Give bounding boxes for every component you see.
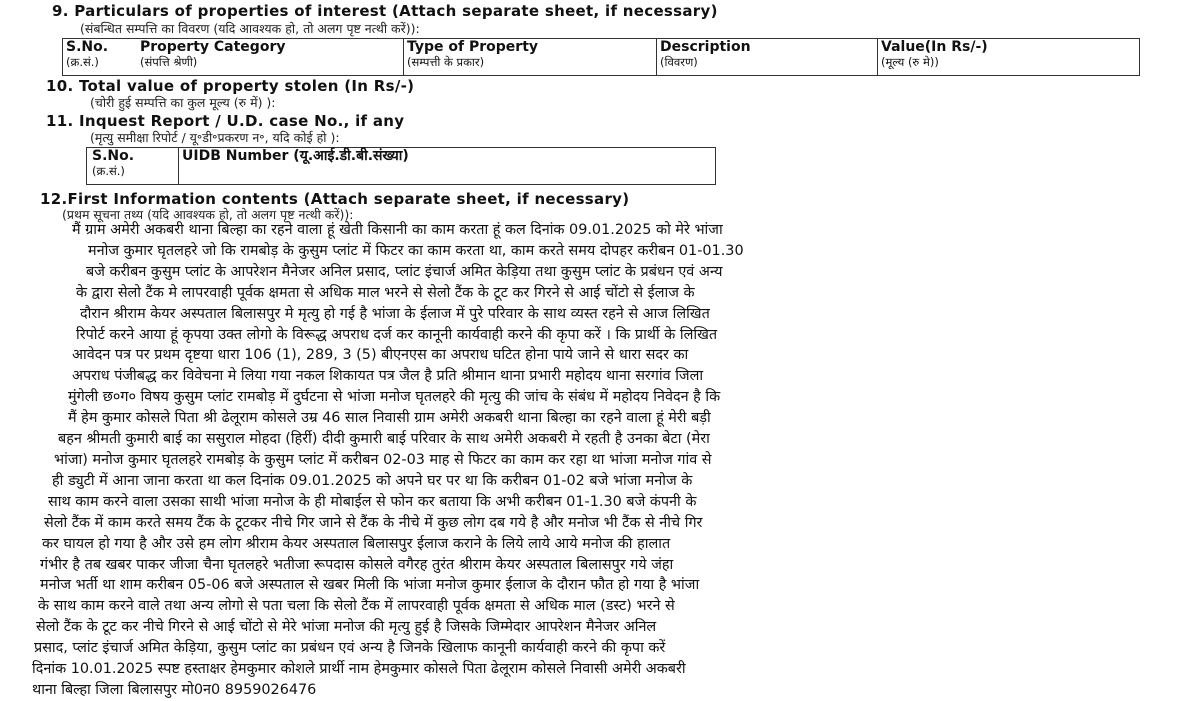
col-type-of-property xyxy=(407,40,538,70)
section-9-title: 9. Particulars of properties of interest (Attach separate sheet, if necessary) xyxy=(52,2,718,20)
uidb-col-sno xyxy=(92,149,134,179)
col-description-en: Description xyxy=(660,39,751,55)
fir-line: ही ड्युटी में आना जाना करता था कल दिनांक 09.01.2025 को अपने घर पर था कि करीबन 01-02 बजे भांजा मनोज के xyxy=(52,472,693,489)
section-11-title: 11. Inquest Report / U.D. case No., if any xyxy=(46,112,405,130)
col-sno-en: S.No. xyxy=(66,39,109,55)
fir-line: मुंगेली छ०ग० विषय कुसुम प्लांट रामबोड़ में दुर्घटना से भांजा मनोज घृतलहरे की मृत्यु की जांच के संबंध में महोदय निवेदन है कि xyxy=(68,389,721,406)
fir-line: मैं हेम कुमार कोसले पिता श्री ढेलूराम कोसले उम्र 46 साल निवासी ग्राम अमेरी अकबरी थाना बिल्हा का रहने वाला हूं मेरी बड़ी xyxy=(68,410,711,427)
fir-line: मनोज भर्ती था शाम करीबन 05-06 बजे अस्पताल से खबर मिली कि भांजा मनोज कुमार ईलाज के दौरान फौत हो गया है भांजा xyxy=(40,577,700,594)
col-type-of-property-en: Type of Property xyxy=(407,39,539,55)
section-9-subtitle: (संबन्धित सम्पत्ति का विवरण (यदि आवश्यक हो, तो अलग पृष्ट नत्थी करें)): xyxy=(80,21,420,36)
section-10-title: 10. Total value of property stolen (In Rs/-) xyxy=(46,77,415,95)
fir-line: बहन श्रीमती कुमारी बाई का ससुराल मोहदा (हिर्री) दीदी कुमारी बाई परिवार के साथ अमेरी अकबरी मे रहती है उनका बेटा (मेरा xyxy=(58,431,710,448)
col-sno xyxy=(66,40,108,70)
fir-line: बजे करीबन कुसुम प्लांट के आपरेशन मैनेजर अनिल प्रसाद, प्लांट इंचार्ज अमित केड़िया तथा कुसुम प्लांट के प्रबंधन एवं अन्य xyxy=(86,263,723,280)
col-property-category-en: Property Category xyxy=(140,39,286,55)
fir-line: साथ काम करने वाला उसका साथी भांजा मनोज के ही मोबाईल से फोन कर बताया कि अभी करीबन 01-1.30 बजे कंपनी के xyxy=(48,493,697,510)
fir-line: मैं ग्राम अमेरी अकबरी थाना बिल्हा का रहने वाला हूं खेती किसानी का काम करता हूं कल दिनांक 09.01.2025 को मेरे भांजा xyxy=(72,222,723,238)
fir-line: अपराध पंजीबद्ध कर विवेचना मे लिया गया नकल शिकायत पत्र जैल है प्रति श्रीमान थाना प्रभारी महोदय थाना सरगांव जिला xyxy=(72,368,704,385)
col-description xyxy=(660,40,751,70)
table-divider xyxy=(178,147,179,185)
col-property-category-hi: (संपत्ति श्रेणी) xyxy=(140,55,198,69)
fir-line: भांजा) मनोज कुमार घृतलहरे रामबोड़ के कुसुम प्लांट में करीबन 02-03 माह से फिटर का काम कर रहा था भांजा मनोज गांव से xyxy=(54,451,712,468)
fir-line: थाना बिल्हा जिला बिलासपुर मो0न0 8959026476 xyxy=(32,681,317,698)
col-type-of-property-hi: (सम्पत्ती के प्रकार) xyxy=(407,55,485,69)
section-11-subtitle: (मृत्यु समीक्षा रिपोर्ट / यू॰डी॰प्रकरण न॰, यदि कोई हो ): xyxy=(90,130,340,145)
col-description-hi: (विवरण) xyxy=(660,55,698,69)
fir-line: प्रसाद, प्लांट इंचार्ज अमित केड़िया, कुसुम प्लांट का प्रबंधन एवं अन्य है जिनके खिलाफ कानूनी कार्यवाही करने की कृपा करें xyxy=(34,640,666,657)
section-12-subtitle: (प्रथम सूचना तथ्य (यदि आवश्यक हो, तो अलग पृष्ट नत्थी करें)): xyxy=(62,207,354,222)
uidb-number-text: UIDB Number (यू.आई.डी.बी.संख्या) xyxy=(182,148,409,164)
col-value-hi: (मूल्य (रु मे)) xyxy=(881,55,939,69)
fir-line: आवेदन पत्र पर प्रथम दृष्टया धारा 106 (1), 289, 3 (5) बीएनएस का अपराध घटित होना पाये जाने से धारा सदर का xyxy=(72,347,689,364)
fir-line: दौरान श्रीराम केयर अस्पताल बिलासपुर मे मृत्यु हो गई है भांजा के ईलाज में पुरे परिवार के साथ व्यस्त रहने से आज लिखित xyxy=(80,305,710,322)
fir-line: सेलो टैंक में काम करते समय टैंक के टूटकर नीचे गिर जाने से टैंक के नीचे में कुछ लोग दब गये है और मनोज भी टैंक से नीचे गिर xyxy=(44,514,703,531)
table-divider xyxy=(877,38,878,76)
fir-line: के द्वारा सेलो टैंक मे लापरवाही पूर्वक क्षमता से अधिक माल भरने से सेलो टैंक के टूट कर गिरने से आई चोंटो से ईलाज के xyxy=(76,284,695,301)
fir-line: रिपोर्ट करने आया हूं कृपया उक्त लोगो के विरूद्ध अपराध दर्ज कर कानूनी कार्यवाही करने की कृपा करें । कि प्रार्थी के लिखित xyxy=(76,326,718,343)
table-divider xyxy=(403,38,404,76)
fir-line: दिनांक 10.01.2025 स्पष्ट हस्ताक्षर हेमकुमार कोशले प्रार्थी नाम हेमकुमार कोसले पिता ढेलूराम कोसले निवासी अमेरी अकबरी xyxy=(32,661,686,678)
fir-line: के साथ काम करने वाले तथा अन्य लोगो से पता चला कि सेलो टैंक में लापरवाही पूर्वक क्षमता से अधिक माल (डस्ट) भरने से xyxy=(38,598,675,615)
uidb-number-label xyxy=(182,149,409,164)
col-value xyxy=(881,40,988,70)
col-sno-hi: (क्र.सं.) xyxy=(66,55,99,69)
fir-line: गंभीर है तब खबर पाकर जीजा चैना घृतलहरे भतीजा रूपदास कोसले वगैरह तुरंत श्रीराम केयर अस्पताल बिलासपुर गये जंहा xyxy=(40,556,674,573)
fir-line: सेलो टैंक के टूट कर नीचे गिरने से आई चोंटो से मेरे भांजा मनोज की मृत्यु हुई है जिसके जिम्मेदार आपरेशन मैनेजर अनिल xyxy=(36,619,657,636)
uidb-col-sno-en: S.No. xyxy=(92,148,135,164)
table-divider xyxy=(656,38,657,76)
section-10-subtitle: (चोरी हुई सम्पत्ति का कुल मूल्य (रु में) ): xyxy=(90,95,276,110)
col-value-en: Value(In Rs/-) xyxy=(881,39,988,55)
fir-line: मनोज कुमार घृतलहरे जो कि रामबोड़ के कुसुम प्लांट में फिटर का काम करता था, काम करते समय दोपहर करीबन 01-01.30 xyxy=(88,242,744,259)
fir-contents xyxy=(30,220,1120,701)
section-12-title: 12.First Information contents (Attach separate sheet, if necessary) xyxy=(40,190,630,208)
col-property-category xyxy=(140,40,285,70)
fir-line: कर घायल हो गया है और उसे हम लोग श्रीराम केयर अस्पताल बिलासपुर ईलाज कराने के लिये लाये आये मनोज की हालात xyxy=(42,535,671,552)
uidb-col-sno-hi: (क्र.सं.) xyxy=(92,164,125,178)
